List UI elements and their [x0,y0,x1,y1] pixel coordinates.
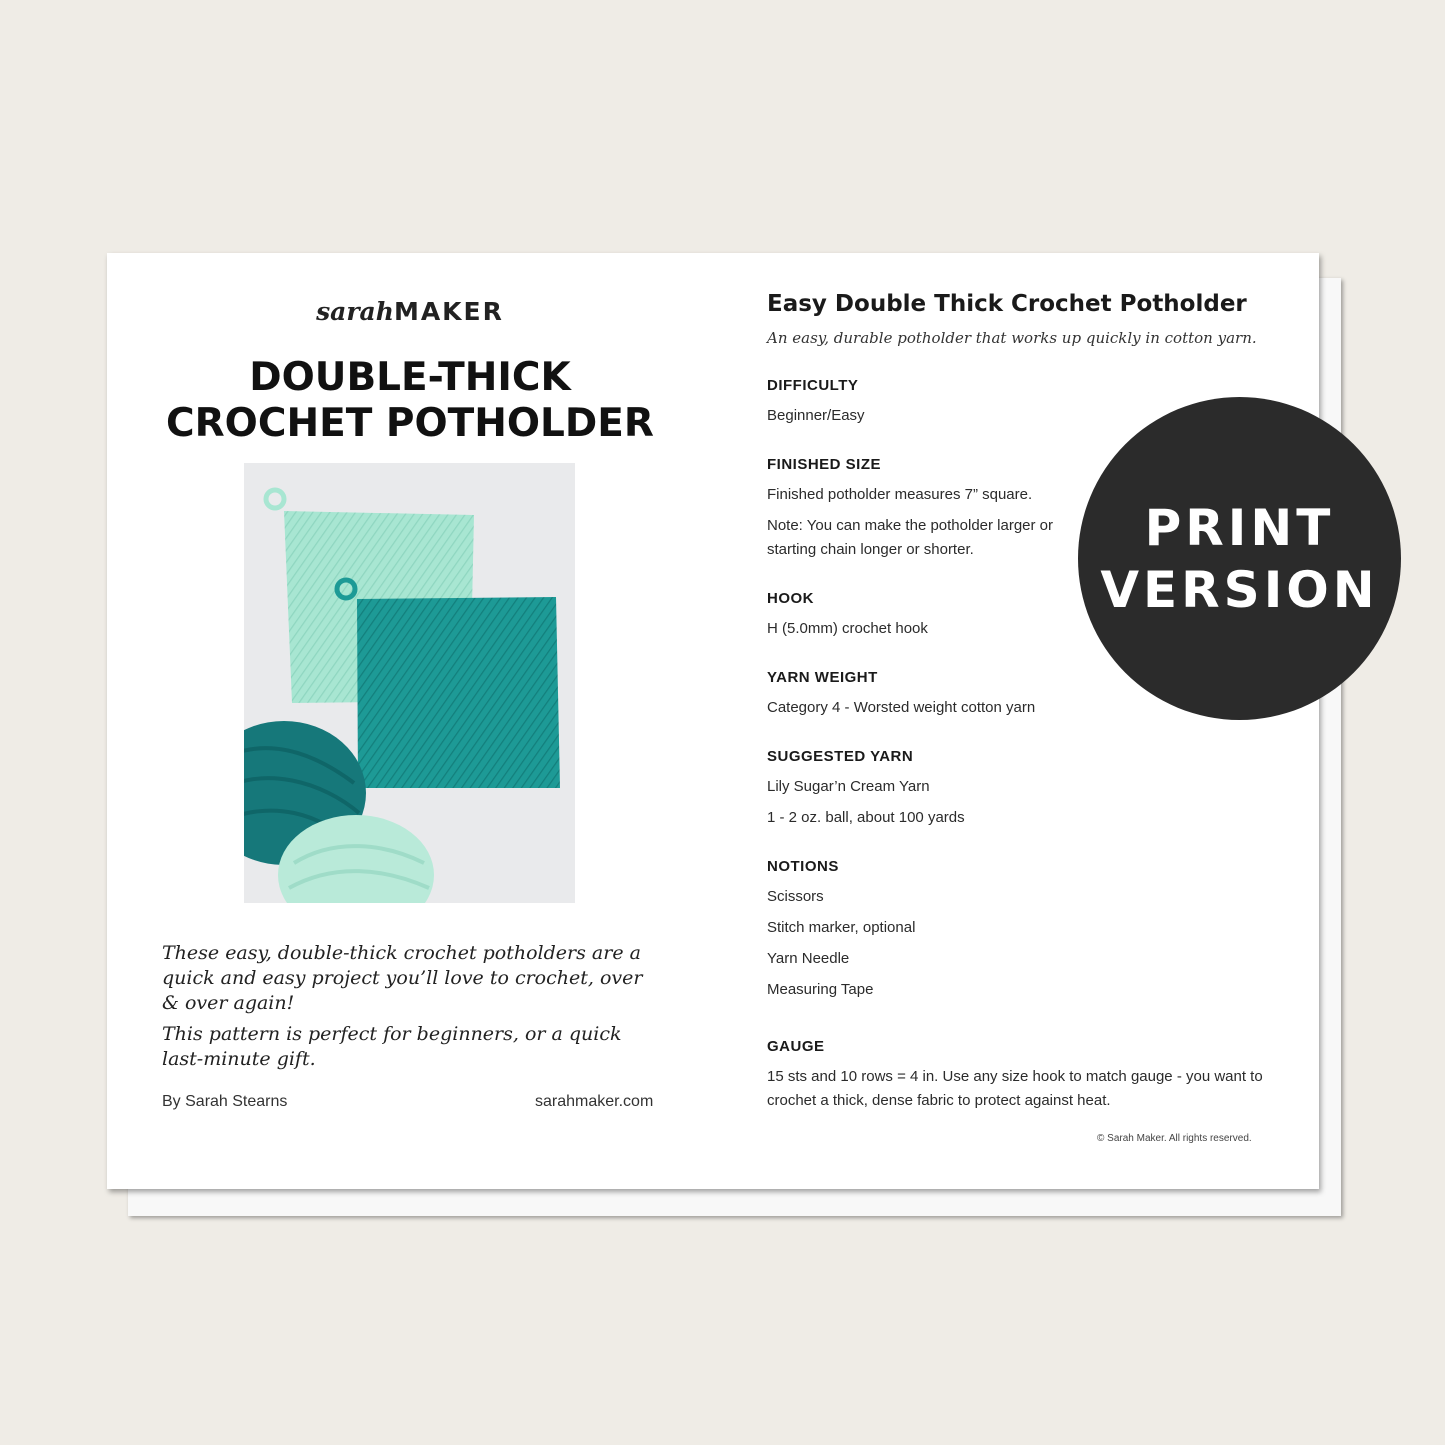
section-line: Yarn Needle [767,950,850,967]
brand-caps: MAKER [393,297,504,326]
section-line: Finished potholder measures 7” square. [767,486,1033,503]
section-notions [767,858,1267,1009]
section-line: Note: You can make the potholder larger or starting chain longer or shorter. [767,517,1054,558]
section-suggested-yarn [767,748,1267,837]
section-line: Scissors [767,888,824,905]
intro-paragraph-2: This pattern is perfect for beginners, or a quick last-minute gift. [162,1023,622,1070]
title-line-2: CROCHET POTHOLDER [166,401,654,446]
pattern-subtitle: An easy, durable potholder that works up quickly in cotton yarn. [767,329,1257,347]
badge-line-1: PRINT [1144,498,1335,557]
section-line: Stitch marker, optional [767,919,916,936]
section-heading: GAUGE [767,1038,825,1055]
section-heading: FINISHED SIZE [767,456,882,473]
brand-logo [107,297,713,326]
pattern-title: Easy Double Thick Crochet Potholder [767,291,1247,317]
section-line: 1 - 2 oz. ball, about 100 yards [767,809,965,826]
section-heading: YARN WEIGHT [767,669,878,686]
author-byline: By Sarah Stearns [162,1093,288,1110]
section-heading: HOOK [767,590,814,607]
brand-script: sarah [316,297,394,326]
badge-line-2: VERSION [1100,560,1379,619]
section-heading: NOTIONS [767,858,839,875]
section-line: Category 4 - Worsted weight cotton yarn [767,699,1036,716]
intro-paragraph-1: These easy, double-thick crochet potholders are a quick and easy project you’ll love to crochet, over & over again! [162,942,643,1014]
section-line: Beginner/Easy [767,407,865,424]
copyright-notice: © Sarah Maker. All rights reserved. [1097,1133,1252,1144]
intro-text [162,941,662,1078]
section-line: 15 sts and 10 rows = 4 in. Use any size hook to match gauge - you want to crochet a thick, dense fabric to protect against heat. [767,1068,1263,1109]
section-heading: DIFFICULTY [767,377,859,394]
website-link: sarahmaker.com [535,1093,654,1110]
title-line-1: DOUBLE-THICK [249,355,571,400]
section-line: H (5.0mm) crochet hook [767,620,928,637]
section-finished-size [767,456,1082,569]
section-heading: SUGGESTED YARN [767,748,914,765]
page-title [107,355,713,447]
print-version-badge [1078,397,1401,720]
section-line: Lily Sugar’n Cream Yarn [767,778,930,795]
potholder-photo [244,463,575,903]
pattern-sheet [107,253,1319,1189]
section-line: Measuring Tape [767,981,874,998]
section-gauge [767,1038,1267,1120]
